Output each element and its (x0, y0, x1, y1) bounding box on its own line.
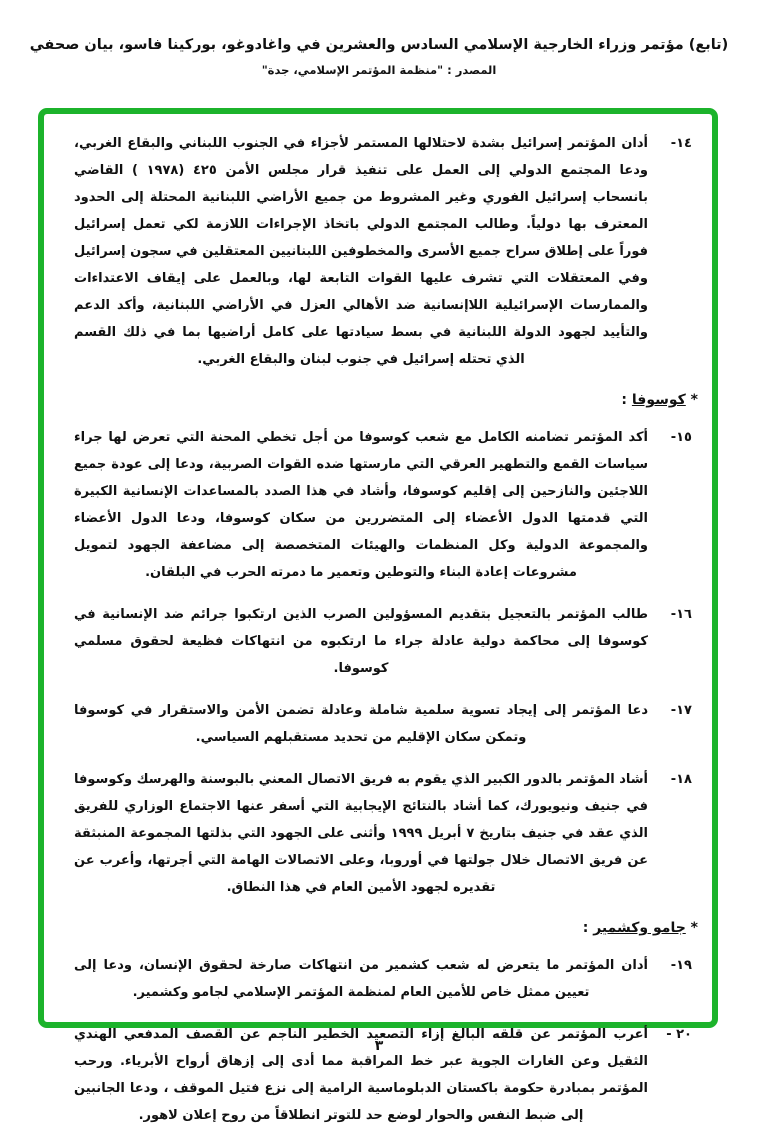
item-number: ١٩- (670, 958, 692, 973)
item-number: ٢٠ - (666, 1027, 692, 1042)
section-heading-kosovo (74, 388, 698, 412)
list-item-18 (74, 766, 698, 901)
document-source: المصدر : "منظمة المؤتمر الإسلامي، جدة" (261, 63, 497, 77)
item-text: أكد المؤتمر تضامنه الكامل مع شعب كوسوفا من أجل تخطي المحنة التي تعرض لها جراء سياسات القمع والتطهير العرقي التي مارستها ضده القوات الصربية، ودعا إلى عودة جميع اللاجئين والنازحين إلى إقليم كوسوفا، وأشاد في هذا الصدد بالمساعدات الإنسانية الكبيرة التي قدمتها الدول الأعضاء إلى المتضررين من سكان كوسوفا، ودعا الدول الأعضاء والمجموعة الدولية وكل المنظمات والهيئات المتخصصة إلى مضاعفة الجهود لتمويل مشروعات إعادة البناء والتوطين وتعمير ما دمرته الحرب في البلقان. (74, 430, 648, 580)
list-item-14 (74, 130, 698, 373)
section-colon: : (621, 392, 628, 408)
section-colon: : (582, 920, 589, 936)
item-text: دعا المؤتمر إلى إيجاد تسوية سلمية شاملة وعادلة تضمن الأمن والاستقرار في كوسوفا وتمكن سكان الإقليم من تحديد مستقبلهم السياسي. (74, 703, 648, 745)
page-header (0, 34, 758, 77)
item-text: أدان المؤتمر إسرائيل بشدة لاحتلالها المستمر لأجزاء في الجنوب اللبناني والبقاع الغربي، ودعا المجتمع الدولي إلى العمل على تنفيذ قرار مجلس الأمن ٤٢٥ (١٩٧٨ ) القاضي بانسحاب إسرائيل الفوري وغير المشروط من جميع الأراضي اللبنانية المحتلة إلى الحدود المعترف بها دولياً. وطالب المجتمع الدولي باتخاذ الإجراءات اللازمة لكي تعمل إسرائيل فوراً على إطلاق سراح جميع الأسرى والمخطوفين اللبنانيين المعتقلين في سجون إسرائيل وفي المعتقلات التي تشرف عليها القوات التابعة لها، وبالعمل على إيقاف الاعتداءات والممارسات الإسرائيلية اللاإنسانية ضد الأهالي العزل في الأراضي اللبنانية، وأكد الدعم والتأييد لجهود الدولة اللبنانية في بسط سيادتها على كامل أراضيها بما في ذلك القسم الذي تحتله إسرائيل في جنوب لبنان والبقاع الغربي. (74, 136, 648, 367)
item-text: أشاد المؤتمر بالدور الكبير الذي يقوم به فريق الاتصال المعني بالبوسنة والهرسك وكوسوفا في جنيف ونيويورك، كما أشاد بالنتائج الإيجابية التي أسفر عنها الاجتماع الوزاري للفريق الذي عقد في جنيف بتاريخ ٧ أبريل ١٩٩٩ وأثنى على الجهود التي بذلتها المجموعة المنبثقة عن فريق الاتصال خلال جولتها في أوروبا، وعلى الاتصالات الهامة التي أجرتها، وأعرب عن تقديره لجهود الأمين العام في هذا النطاق. (74, 772, 648, 895)
page-number: ٣ (374, 1038, 384, 1054)
item-text: طالب المؤتمر بالتعجيل بتقديم المسؤولين الصرب الذين ارتكبوا جرائم ضد الإنسانية في كوسوفا إلى محاكمة دولية عادلة جراء ما ارتكبوه من انتهاكات فظيعة لحقوق مسلمي كوسوفا. (74, 607, 648, 676)
bullet-star: * (690, 920, 698, 936)
item-number: ١٥- (670, 430, 692, 445)
section-heading-jammu-kashmir (74, 916, 698, 940)
item-number: ١٧- (670, 703, 692, 718)
list-item-17 (74, 697, 698, 751)
list-item-15 (74, 424, 698, 586)
bullet-star: * (690, 392, 698, 408)
green-border-frame (38, 108, 718, 1123)
section-title: جامو وكشمير (593, 920, 686, 936)
document-body (44, 114, 712, 1129)
list-item-19 (74, 952, 698, 1006)
list-item-16 (74, 601, 698, 682)
item-number: ١٤- (670, 136, 692, 151)
document-title: (تابع) مؤتمر وزراء الخارجية الإسلامي السادس والعشرين في واغادوغو، بوركينا فاسو، بيان صحفي (29, 37, 729, 53)
section-title: كوسوفا (631, 392, 686, 408)
item-number: ١٨- (670, 772, 692, 787)
item-text: أعرب المؤتمر عن قلقه البالغ إزاء التصعيد الخطير الناجم عن القصف المدفعي الهندي الثقيل وعن الغارات الجوية عبر خط المراقبة مما أدى إلى إزهاق أرواح الأبرياء. ورحب المؤتمر بمبادرة حكومة باكستان الدبلوماسية الرامية إلى نزع فتيل الموقف ، ودعا الجانبين إلى ضبط النفس والحوار لوضع حد للتوتر انطلاقاً من روح إعلان لاهور. (74, 1027, 648, 1123)
item-number: ١٦- (670, 607, 692, 622)
item-text: أدان المؤتمر ما يتعرض له شعب كشمير من انتهاكات صارخة لحقوق الإنسان، ودعا إلى تعيين ممثل خاص للأمين العام لمنظمة المؤتمر الإسلامي لجامو وكشمير. (74, 958, 648, 1000)
